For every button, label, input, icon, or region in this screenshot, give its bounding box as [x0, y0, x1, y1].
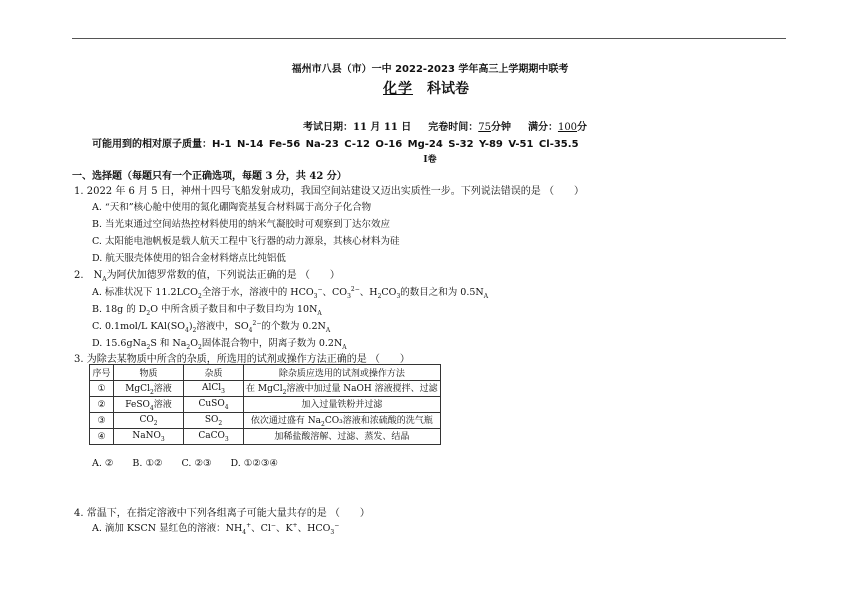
- cell-text: 加入过量铁粉并过滤: [301, 400, 383, 411]
- method-cell: [244, 413, 441, 429]
- sub: 3: [160, 435, 165, 443]
- method-cell: [244, 381, 441, 397]
- school-title: 福州市八县（市）一中 2022-2023 学年高三上学期期中联考: [291, 64, 569, 75]
- cell-text: SO: [204, 414, 219, 425]
- q2-d-text: D. 15.6gNa: [92, 338, 147, 349]
- q4-a-text: A. 滴加 KSCN 显红色的溶液：NH: [92, 523, 243, 534]
- sub: 2: [153, 419, 158, 427]
- q2-b-text: B. 18g 的 D: [92, 304, 147, 315]
- table-row: [90, 381, 441, 397]
- cell-text: CO: [139, 414, 154, 425]
- sub: 3: [313, 292, 318, 300]
- cell-text: 溶液: [153, 400, 172, 411]
- row-number: ②: [90, 397, 114, 413]
- cell-text: AlCl: [202, 382, 222, 393]
- header-rule: [72, 38, 786, 39]
- table-header-row: [90, 365, 441, 381]
- q3-stem: 3. 为除去某物质中所含的杂质，所选用的试剂或操作方法正确的是 （ ）: [74, 354, 410, 365]
- q2-c-text: C. 0.1mol/L KAl(SO: [92, 321, 185, 332]
- q2-stem-text: 为阿伏加德罗常数的值，下列说法正确的是 （ ）: [106, 270, 340, 281]
- sup: −: [334, 521, 340, 529]
- q2-d-text: 固体混合物中，阴离子数为 0.2N: [201, 338, 343, 349]
- cell-text: 在 MgCl: [246, 384, 283, 395]
- cell-text: NaNO: [132, 430, 161, 441]
- sub: 2: [146, 343, 151, 351]
- sup: −: [317, 285, 323, 293]
- cell-text: 溶液中加过量 NaOH 溶液搅拌、过滤: [286, 384, 438, 395]
- q2-a-text: 、CO: [322, 287, 348, 298]
- impurity-cell: [184, 381, 244, 397]
- sub: 4: [224, 403, 229, 411]
- exam-info: [303, 118, 587, 133]
- sub: 3: [347, 292, 351, 300]
- method-cell: [244, 429, 441, 445]
- section-title: 一、选择题（每题只有一个正确选项，每题 3 分，共 42 分）: [72, 171, 347, 182]
- header-cell: 杂质: [184, 365, 244, 381]
- sub: 4: [242, 528, 247, 536]
- sub: A: [342, 343, 347, 351]
- sup: +: [292, 521, 298, 529]
- q4-a-text: 、HCO: [297, 523, 331, 534]
- q2-option-b: [92, 301, 322, 317]
- q2-option-a: [92, 284, 488, 300]
- substance-cell: [114, 429, 184, 445]
- sup: −: [270, 521, 276, 529]
- sub: 2: [198, 343, 202, 351]
- sub: 2: [146, 309, 151, 317]
- q4-option-a: [92, 520, 339, 536]
- sub: A: [325, 326, 331, 334]
- q2-a-text: A. 标准状况下 11.2LCO: [92, 287, 198, 298]
- sub: 2: [321, 420, 325, 428]
- cell-text: 溶液: [153, 384, 172, 395]
- sub: A: [317, 309, 322, 317]
- q2-c-text: 的个数为 0.2N: [261, 321, 326, 332]
- q2-a-text: 全溶于水，溶液中的 HCO: [201, 287, 314, 298]
- q2-d-text: O: [190, 338, 199, 349]
- impurity-cell: [184, 429, 244, 445]
- q2-stem: [74, 266, 340, 283]
- cell-text: MgCl: [125, 384, 150, 395]
- duration-label: 完卷时间：: [428, 122, 479, 133]
- sup: 2−: [350, 285, 360, 293]
- q2-option-c: [92, 318, 330, 334]
- sub: 3: [221, 387, 225, 395]
- sub: 3: [396, 292, 401, 300]
- subject-title: [383, 78, 469, 98]
- cell-text: CuSO: [198, 398, 225, 409]
- row-number: ①: [90, 381, 114, 397]
- sup: 2−: [252, 319, 262, 327]
- impurity-cell: [184, 397, 244, 413]
- impurity-removal-table: [89, 364, 441, 445]
- row-number: ④: [90, 429, 114, 445]
- q4-a-text: 、K: [275, 523, 293, 534]
- method-cell: [244, 397, 441, 413]
- q2-a-text: CO: [381, 287, 397, 298]
- sub: A: [483, 292, 489, 300]
- sub: 2: [197, 292, 202, 300]
- sub: 2: [282, 388, 287, 396]
- sup: +: [246, 521, 252, 529]
- sub: 4: [248, 326, 253, 334]
- q2-na-sub: A: [102, 276, 107, 283]
- q2-a-text: 、H: [359, 287, 378, 298]
- q2-na: N: [93, 270, 103, 281]
- score-label: 满分：: [527, 122, 558, 133]
- sub: 3: [224, 435, 229, 443]
- cell-text: FeSO: [125, 400, 150, 411]
- sub: 3: [330, 528, 335, 536]
- header-cell: 除杂质应选用的试剂或操作方法: [244, 365, 441, 381]
- duration-value: 75: [478, 122, 491, 133]
- q2-number: 2.: [74, 270, 84, 281]
- q3-choices: A. ② B. ①② C. ②③ D. ①②③④: [92, 458, 278, 469]
- q2-a-text: 的数目之和为 0.5N: [400, 287, 484, 298]
- sub: 2: [192, 326, 197, 334]
- q2-d-text: S 和 Na: [150, 338, 187, 349]
- section-marker: I卷: [423, 155, 437, 165]
- cell-text: 加稀盐酸溶解、过滤、蒸发、结晶: [274, 432, 410, 443]
- substance-cell: [114, 397, 184, 413]
- subject-suffix: 科试卷: [427, 81, 469, 97]
- sub: 4: [149, 404, 154, 412]
- row-number: ③: [90, 413, 114, 429]
- table-row: [90, 397, 441, 413]
- q2-b-text: O 中所含质子数目和中子数目均为 10N: [150, 304, 318, 315]
- subject-name: 化学: [383, 81, 413, 97]
- header-cell: 物质: [114, 365, 184, 381]
- sub: 2: [377, 292, 382, 300]
- score-unit: 分: [577, 122, 588, 133]
- sub: 2: [218, 419, 223, 427]
- sub: 4: [185, 326, 189, 334]
- exam-date: 考试日期：11 月 11 日: [303, 122, 412, 133]
- q2-option-d: [92, 335, 347, 351]
- q2-c-text: ): [188, 321, 193, 332]
- q1-option-b: B. 当光束通过空间站热控材料使用的纳米气凝胶时可观察到丁达尔效应: [92, 219, 391, 230]
- table-row: [90, 429, 441, 445]
- table-row: [90, 413, 441, 429]
- substance-cell: [114, 381, 184, 397]
- cell-text: CaCO: [198, 430, 225, 441]
- cell-text: CO₃溶液和浓硫酸的洗气瓶: [324, 416, 433, 427]
- q1-option-a: A. “天和”核心舱中使用的氮化硼陶瓷基复合材料属于高分子化合物: [92, 202, 372, 213]
- q1-option-d: D. 航天服壳体使用的铝合金材料熔点比纯铝低: [92, 253, 286, 264]
- q2-c-text: 溶液中，SO: [196, 321, 249, 332]
- sub: 2: [149, 388, 154, 396]
- duration-unit: 分钟: [490, 122, 511, 133]
- header-cell: 序号: [90, 365, 114, 381]
- q1-option-c: C. 太阳能电池帆板是载人航天工程中飞行器的动力源泉，其核心材料为硅: [92, 236, 400, 247]
- q1-stem: 1. 2022 年 6 月 5 日，神州十四号飞船发射成功，我国空间站建设又迈出实质性一步。下列说法错误的是 （ ）: [74, 186, 584, 197]
- q4-a-text: 、Cl: [251, 523, 271, 534]
- substance-cell: [114, 413, 184, 429]
- impurity-cell: [184, 413, 244, 429]
- sub: 2: [186, 343, 191, 351]
- cell-text: 依次通过盛有 Na: [250, 416, 322, 427]
- atomic-masses: 可能用到的相对原子质量：H-1 N-14 Fe-56 Na-23 C-12 O-16 Mg-24 S-32 Y-89 V-51 Cl-35.5: [92, 139, 579, 150]
- score-value: 100: [557, 122, 578, 133]
- q4-stem: 4. 常温下，在指定溶液中下列各组离子可能大量共存的是 （ ）: [74, 508, 370, 519]
